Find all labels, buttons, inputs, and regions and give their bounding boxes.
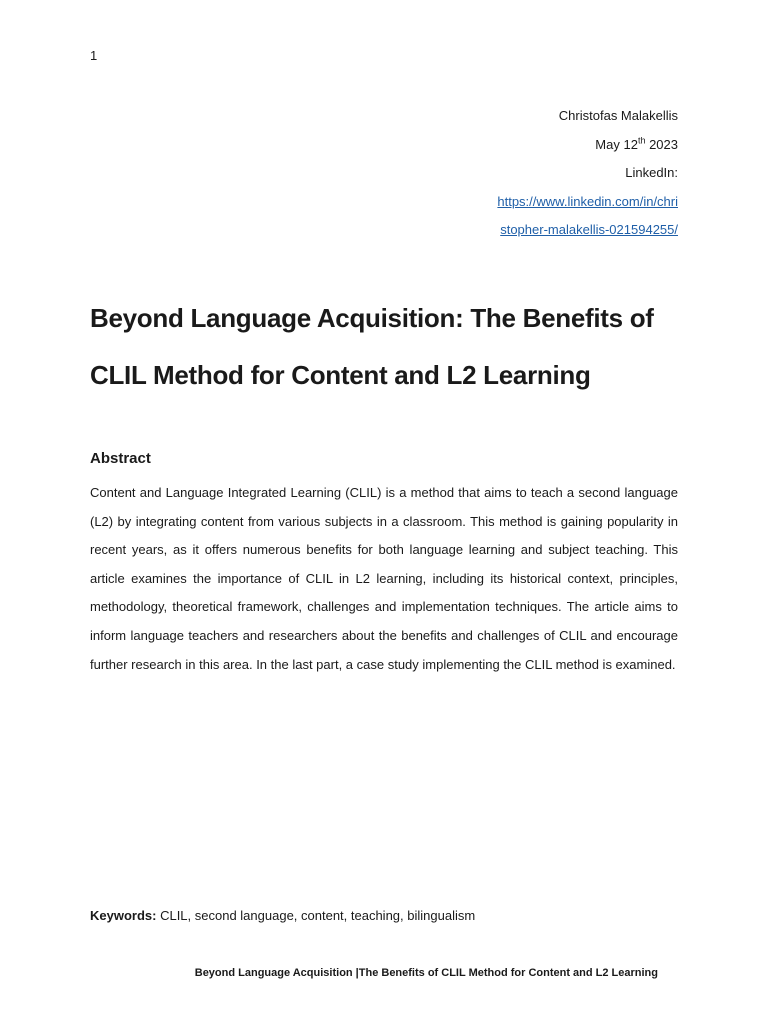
date-ordinal: th bbox=[637, 135, 646, 146]
linkedin-link[interactable] bbox=[258, 188, 678, 245]
abstract-heading: Abstract bbox=[90, 450, 151, 467]
keywords bbox=[90, 908, 475, 923]
paper-title: Beyond Language Acquisition: The Benefits of CLIL Method for Content and L2 Learning bbox=[90, 303, 654, 390]
author-block bbox=[258, 102, 678, 245]
linkedin-label: LinkedIn: bbox=[625, 165, 678, 180]
author-name: Christofas Malakellis bbox=[558, 108, 678, 123]
keywords-label: Keywords: bbox=[90, 908, 157, 923]
date-year: 2023 bbox=[645, 136, 678, 152]
running-footer: Beyond Language Acquisition |The Benefits of CLIL Method for Content and L2 Learning bbox=[194, 967, 658, 979]
page-number: 1 bbox=[90, 48, 98, 63]
linkedin-link-line1: https://www.linkedin.com/in/chri bbox=[497, 193, 678, 209]
linkedin-link-line2: stopher-malakellis-021594255/ bbox=[500, 222, 678, 237]
abstract-body: Content and Language Integrated Learning (CLIL) is a method that aims to teach a second language (L2) by integrating content from various subjects in a classroom. This method is gaining popularity in recent years, as it offers numerous benefits for both language learning and subject teaching. This article examines the importance of CLIL in L2 learning, including its historical context, principles, methodology, theoretical framework, challenges and implementation techniques. The article aims to inform language teachers and researchers about the benefits and challenges of CLIL and encourage further research in this area. In the last part, a case study implementing the CLIL method is examined. bbox=[90, 485, 678, 672]
keywords-values: CLIL, second language, content, teaching, bilingualism bbox=[156, 908, 476, 923]
publication-date bbox=[258, 131, 678, 160]
date-day: May 12 bbox=[595, 136, 638, 152]
